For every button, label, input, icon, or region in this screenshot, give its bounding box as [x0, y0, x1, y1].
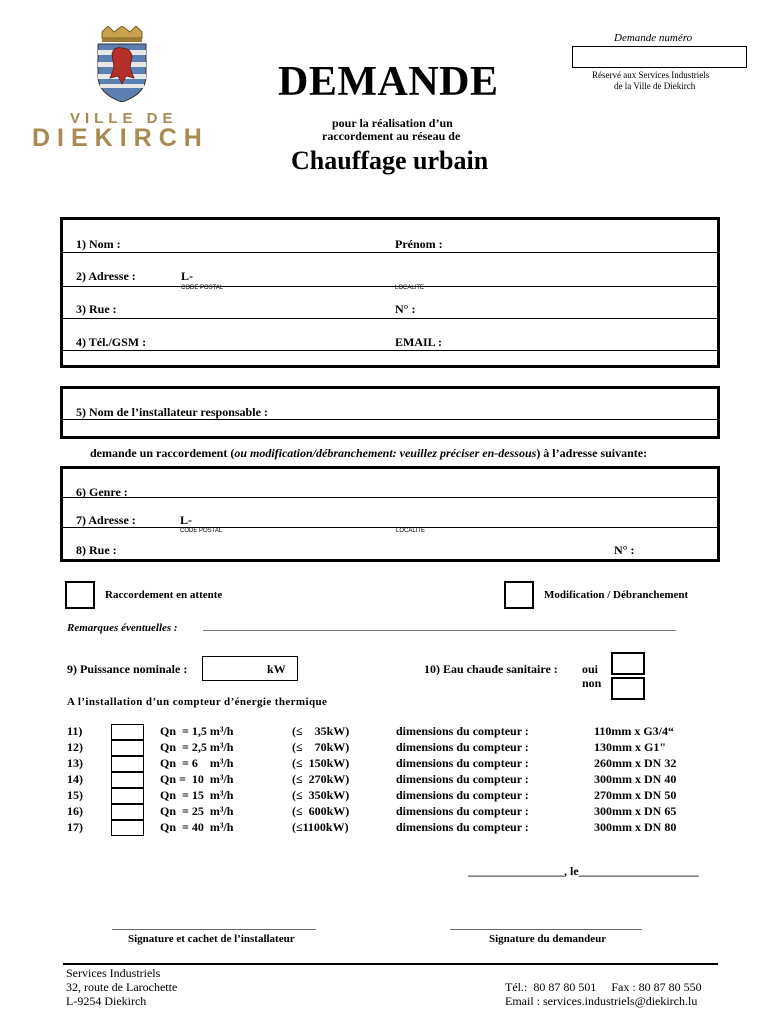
power-label: 9) Puissance nominale : — [67, 662, 188, 676]
meter-row-qn: Qn = 2,5 m³/h — [160, 740, 234, 754]
meter-heading: A l’installation d’un compteur d’énergie thermique — [67, 696, 328, 708]
rue-field[interactable] — [125, 298, 385, 316]
power-unit: kW — [267, 662, 286, 676]
meter-row-dim-label: dimensions du compteur : — [396, 788, 529, 802]
site-rue-field[interactable] — [125, 539, 605, 555]
meter-row-dim: 300mm x DN 65 — [594, 804, 677, 818]
site-rue-label: 8) Rue : — [76, 543, 117, 557]
site-adresse-label: 7) Adresse : — [76, 513, 136, 527]
meter-row-qn: Qn = 25 m³/h — [160, 804, 234, 818]
prenom-label: Prénom : — [395, 237, 443, 251]
date-place-field[interactable]: ________________, le____________________ — [468, 864, 699, 878]
footer-org: Services Industriels — [66, 966, 161, 980]
hot-water-label: 10) Eau chaude sanitaire : — [424, 662, 558, 676]
meter-row-checkbox[interactable] — [111, 756, 144, 772]
meter-row-checkbox[interactable] — [111, 804, 144, 820]
meter-row-dim-label: dimensions du compteur : — [396, 756, 529, 770]
hot-water-oui-checkbox[interactable] — [611, 652, 645, 675]
meter-row-dim: 130mm x G1" — [594, 740, 666, 754]
city-name-line1: VILLE DE — [70, 110, 178, 127]
site-postal-prefix: L- — [180, 513, 192, 527]
meter-row-dim: 300mm x DN 80 — [594, 820, 677, 834]
subtitle-line1: pour la réalisation d’un — [332, 116, 453, 130]
nom-label: 1) Nom : — [76, 237, 121, 251]
request-sentence: demande un raccordement (ou modification/débranchement: veuillez préciser en-dessous) à l’adresse suivante: — [90, 446, 648, 460]
meter-row-qn: Qn = 10 m³/h — [160, 772, 234, 786]
meter-row-range: (≤1100kW) — [292, 820, 349, 834]
applicant-signature-label: Signature du demandeur — [489, 933, 607, 945]
footer-city: L-9254 Diekirch — [66, 994, 147, 1008]
meter-row-qn: Qn = 40 m³/h — [160, 820, 234, 834]
genre-field[interactable] — [135, 481, 710, 497]
meter-row-checkbox[interactable] — [111, 740, 144, 756]
postal-code-field[interactable] — [195, 265, 375, 283]
site-numero-label: N° : — [614, 543, 635, 557]
hot-water-non-label: non — [582, 676, 602, 690]
pending-label: Raccordement en attente — [105, 589, 223, 601]
remarks-label: Remarques éventuelles : — [67, 622, 178, 634]
meter-row-dim-label: dimensions du compteur : — [396, 820, 529, 834]
meter-row-checkbox[interactable] — [111, 772, 144, 788]
genre-label: 6) Genre : — [76, 485, 128, 499]
request-number-field[interactable] — [572, 46, 747, 68]
site-locality-field[interactable] — [396, 510, 710, 526]
applicant-signature-line[interactable]: ________________________________ — [450, 917, 642, 931]
email-label: EMAIL : — [395, 335, 443, 349]
city-name-line2: DIEKIRCH — [32, 124, 209, 152]
meter-row-checkbox[interactable] — [111, 788, 144, 804]
footer-phone: Tél.: 80 87 80 501 Fax : 80 87 80 550 — [505, 980, 702, 994]
meter-row-number: 11) — [67, 724, 83, 738]
footer-divider — [63, 963, 718, 965]
hot-water-non-checkbox[interactable] — [611, 677, 645, 700]
meter-row-qn: Qn = 6 m³/h — [160, 756, 234, 770]
tel-field[interactable] — [155, 331, 385, 349]
modification-checkbox[interactable] — [504, 581, 534, 609]
main-title: Chauffage urbain — [291, 146, 489, 175]
meter-row-dim: 300mm x DN 40 — [594, 772, 677, 786]
page-title: DEMANDE — [278, 59, 499, 105]
reserved-note-line2: de la Ville de Diekirch — [614, 81, 696, 91]
postal-prefix: L- — [181, 269, 193, 283]
meter-row-number: 17) — [67, 820, 83, 834]
hot-water-oui-label: oui — [582, 662, 599, 676]
meter-row-checkbox[interactable] — [111, 820, 144, 836]
site-locality-caption: LOCALITE — [396, 528, 426, 534]
postal-code-caption: CODE POSTAL — [181, 285, 224, 291]
nom-field[interactable] — [150, 233, 380, 251]
email-field[interactable] — [450, 331, 710, 349]
installer-signature-line[interactable]: __________________________________ — [112, 917, 316, 931]
subtitle-line2: raccordement au réseau de — [322, 129, 461, 143]
locality-field[interactable] — [395, 265, 710, 283]
meter-row-dim-label: dimensions du compteur : — [396, 740, 529, 754]
numero-field[interactable] — [420, 298, 710, 316]
tel-label: 4) Tél./GSM : — [76, 335, 147, 349]
meter-row-number: 14) — [67, 772, 83, 786]
rue-label: 3) Rue : — [76, 302, 117, 316]
prenom-field[interactable] — [450, 233, 710, 251]
pending-checkbox[interactable] — [65, 581, 95, 609]
meter-row-qn: Qn = 1,5 m³/h — [160, 724, 234, 738]
meter-row-range: (≤ 150kW) — [292, 756, 350, 770]
meter-row-qn: Qn = 15 m³/h — [160, 788, 234, 802]
meter-row-dim-label: dimensions du compteur : — [396, 804, 529, 818]
meter-row-checkbox[interactable] — [111, 724, 144, 740]
meter-row-dim: 260mm x DN 32 — [594, 756, 677, 770]
meter-row-range: (≤ 270kW) — [292, 772, 350, 786]
meter-row-dim-label: dimensions du compteur : — [396, 772, 529, 786]
footer-email[interactable]: Email : services.industriels@diekirch.lu — [505, 994, 698, 1008]
city-crest — [94, 26, 150, 102]
modification-label: Modification / Débranchement — [544, 589, 689, 601]
crest-icon — [94, 26, 150, 102]
remarks-field[interactable]: ______________________________________________________________________________________ — [203, 620, 676, 632]
meter-row-number: 13) — [67, 756, 83, 770]
installer-signature-label: Signature et cachet de l’installateur — [128, 933, 295, 945]
site-postal-code-caption: CODE POSTAL — [180, 528, 223, 534]
meter-row-range: (≤ 35kW) — [292, 724, 350, 738]
meter-row-dim: 270mm x DN 50 — [594, 788, 677, 802]
meter-row-range: (≤ 600kW) — [292, 804, 350, 818]
locality-caption: LOCALITE — [395, 285, 425, 291]
footer-street: 32, route de Larochette — [66, 980, 178, 994]
adresse-label: 2) Adresse : — [76, 269, 136, 283]
meter-row-number: 15) — [67, 788, 83, 802]
site-postal-code-field[interactable] — [194, 510, 374, 526]
meter-row-range: (≤ 70kW) — [292, 740, 350, 754]
request-number-label: Demande numéro — [614, 32, 693, 44]
installer-label: 5) Nom de l’installateur responsable : — [76, 405, 268, 419]
meter-row-number: 12) — [67, 740, 83, 754]
installer-field[interactable] — [300, 401, 710, 419]
numero-label: N° : — [395, 302, 416, 316]
meter-row-number: 16) — [67, 804, 83, 818]
meter-row-range: (≤ 350kW) — [292, 788, 350, 802]
meter-row-dim-label: dimensions du compteur : — [396, 724, 529, 738]
reserved-note-line1: Réservé aux Services Industriels — [592, 70, 710, 80]
meter-row-dim: 110mm x G3/4“ — [594, 724, 674, 738]
